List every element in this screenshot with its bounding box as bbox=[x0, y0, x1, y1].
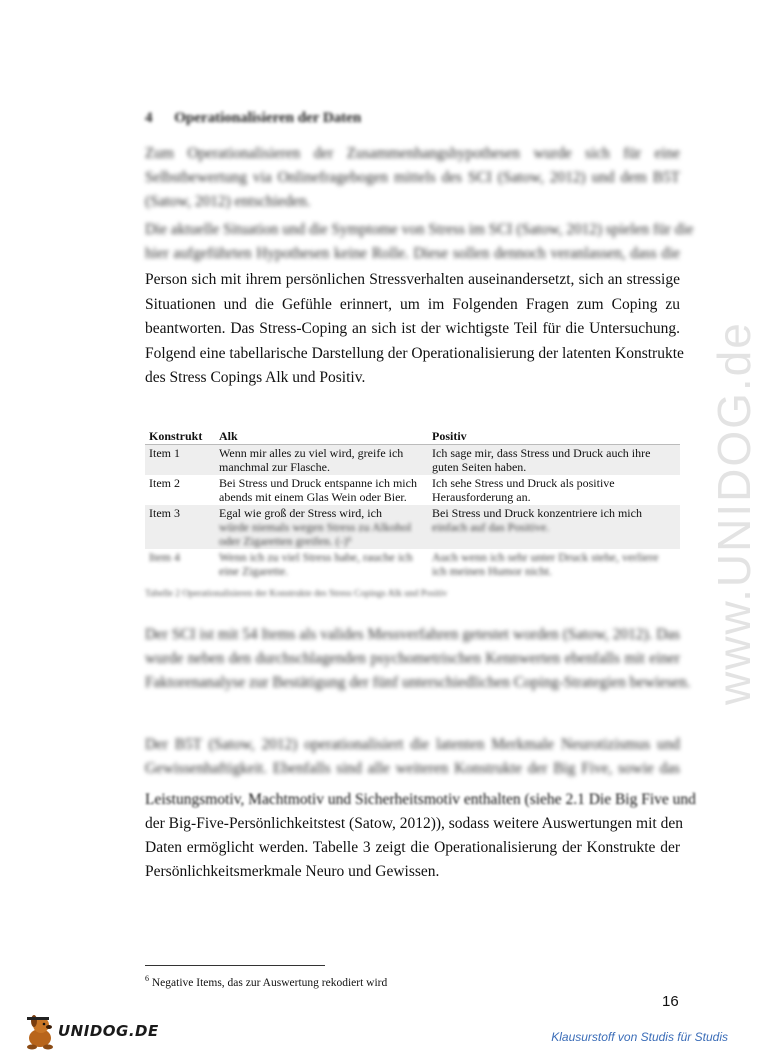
cell-positiv: Auch wenn ich sehr unter Druck stehe, verliere ich meinen Humor nicht. bbox=[432, 550, 659, 578]
paragraph-coping bbox=[145, 268, 684, 391]
paragraph-b5t bbox=[145, 788, 696, 884]
text-line: Persönlichkeitsmerkmale Neuro und Gewissen. bbox=[145, 863, 440, 880]
cell-item: Item 2 bbox=[149, 476, 180, 490]
text-line: Daten ermöglicht werden. Tabelle 3 zeigt die Operationalisierung der Konstrukte der bbox=[145, 839, 680, 856]
text-line: Der B5T (Satow, 2012) operationalisiert die latenten Merkmale Neurotizismus und bbox=[145, 736, 680, 753]
text-line: beantworten. Das Stress-Coping an sich ist der wichtigste Teil für die Untersuchung. bbox=[145, 320, 680, 337]
section-number: 4 bbox=[145, 110, 153, 126]
header-alk: Alk bbox=[215, 428, 428, 445]
text-line: wurde neben den durchschlagenden psychometrischen Kennwerten ebenfalls mit einer bbox=[145, 650, 680, 667]
text-line: Leistungsmotiv, Machtmotiv und Sicherheitsmotiv enthalten (siehe 2.1 Die Big Five und bbox=[145, 791, 696, 808]
table-row bbox=[145, 505, 680, 549]
cell-alk: Wenn mir alles zu viel wird, greife ich manchmal zur Flasche. bbox=[215, 445, 428, 476]
header-positiv: Positiv bbox=[428, 428, 680, 445]
section-title: Operationalisieren der Daten bbox=[174, 110, 362, 126]
text-line: Zum Operationalisieren der Zusammenhangshypothesen wurde sich für eine bbox=[145, 145, 680, 162]
text-line: Der SCI ist mit 54 Items als valides Messverfahren getestet worden (Satow, 2012). Das bbox=[145, 626, 680, 643]
text-line: des Stress Copings Alk und Positiv. bbox=[145, 369, 366, 386]
watermark: www.UNIDOG.de bbox=[708, 321, 760, 705]
table-row-blurred bbox=[145, 549, 680, 579]
cell-alk-clear: Egal wie groß der Stress wird, ich bbox=[219, 506, 382, 520]
text-line: Person sich mit ihrem persönlichen Stressverhalten auseinandersetzt, sich an stressige bbox=[145, 271, 680, 288]
cell-item: Item 4 bbox=[149, 550, 180, 564]
table-header-row bbox=[145, 428, 680, 445]
cell-positiv: Ich sehe Stress und Druck als positive Herausforderung an. bbox=[432, 476, 615, 504]
table-caption: Tabelle 2 Operationalisieren der Konstrukte des Stress Copings Alk und Positiv bbox=[145, 589, 448, 599]
text-line: (Satow, 2012) entschieden. bbox=[145, 193, 311, 210]
cell-alk-blurred: würde niemals wegen Stress zu Alkohol oder Zigaretten greifen. (-)⁶ bbox=[219, 520, 412, 548]
table-row bbox=[145, 475, 680, 505]
paragraph-b5t-blurred bbox=[145, 733, 680, 781]
footnote-divider bbox=[145, 965, 325, 966]
text-line: Selbstbewertung via Onlinefragebogen mittels des SCI (Satow, 2012) und dem B5T bbox=[145, 169, 680, 186]
operationalization-table bbox=[145, 428, 680, 579]
footnote-text: Negative Items, das zur Auswertung rekodiert wird bbox=[151, 976, 388, 989]
logo-text: UNIDOG.DE bbox=[58, 1022, 159, 1040]
cell-positiv-clear: Bei Stress und Druck konzentriere ich mich bbox=[432, 506, 642, 520]
footer-tagline: Klausurstoff von Studis für Studis bbox=[551, 1030, 728, 1044]
text-line: Situationen und die Gefühle erinnert, um im Folgenden Fragen zum Coping zu bbox=[145, 295, 680, 313]
text-line: hier aufgeführten Hypothesen keine Rolle. Diese sollen dennoch veranlassen, dass die bbox=[145, 245, 680, 262]
cell-alk: Wenn ich zu viel Stress habe, rauche ich eine Zigarette. bbox=[219, 550, 413, 578]
paragraph-intro bbox=[145, 142, 680, 214]
text-line: Die aktuelle Situation und die Symptome von Stress im SCI (Satow, 2012) spielen für die bbox=[145, 221, 694, 238]
paragraph-situation-blurred bbox=[145, 218, 694, 266]
footnote bbox=[145, 974, 387, 989]
table-row bbox=[145, 445, 680, 476]
cell-alk bbox=[215, 505, 428, 549]
text-line: Gewissenhaftigkeit. Ebenfalls sind alle weiteren Konstrukte der Big Five, sowie das bbox=[145, 760, 680, 777]
text-line: Folgend eine tabellarische Darstellung der Operationalisierung der latenten Konstrukte bbox=[145, 344, 684, 362]
cell-alk: Bei Stress und Druck entspanne ich mich abends mit einem Glas Wein oder Bier. bbox=[219, 476, 417, 504]
page-number: 16 bbox=[662, 993, 679, 1010]
cell-positiv bbox=[428, 505, 680, 549]
text-line: der Big-Five-Persönlichkeitstest (Satow, 2012)), sodass weitere Auswertungen mit den bbox=[145, 815, 683, 832]
cell-positiv: Ich sage mir, dass Stress und Druck auch ihre guten Seiten haben. bbox=[428, 445, 680, 476]
paragraph-sci bbox=[145, 623, 691, 695]
cell-positiv-blurred: einfach auf das Positive. bbox=[432, 520, 550, 534]
footnote-mark: 6 bbox=[145, 974, 149, 983]
section-heading bbox=[145, 110, 361, 127]
header-konstrukt: Konstrukt bbox=[145, 428, 215, 445]
cell-item: Item 3 bbox=[145, 505, 215, 549]
text-line: Faktorenanalyse zur Bestätigung der fünf unterschiedlichen Coping-Strategien bewiesen. bbox=[145, 674, 691, 691]
cell-item: Item 1 bbox=[145, 445, 215, 476]
